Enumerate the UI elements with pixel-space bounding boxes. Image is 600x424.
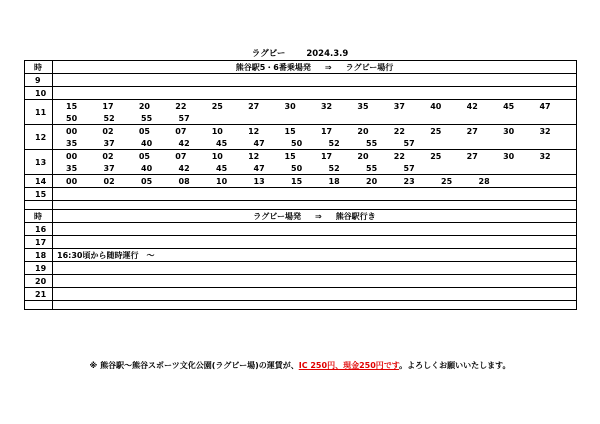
departure-minute: 35 xyxy=(66,163,78,173)
departure-minute: 00 xyxy=(66,176,78,186)
table-row xyxy=(25,87,577,100)
departure-minute: 50 xyxy=(291,163,303,173)
departure-minute: 37 xyxy=(103,138,115,148)
departure-minute: 37 xyxy=(103,163,115,173)
departure-minute: 20 xyxy=(366,176,378,186)
hour-cell: 20 xyxy=(25,275,53,288)
table-row-continued xyxy=(25,112,577,125)
departure-minute: 37 xyxy=(393,101,405,111)
departure-minute: 15 xyxy=(284,151,296,161)
departure-minute: 30 xyxy=(284,101,296,111)
departure-times xyxy=(53,114,576,123)
departure-minute: 25 xyxy=(441,176,453,186)
departure-minute: 00 xyxy=(66,151,78,161)
route-header xyxy=(53,61,577,74)
departure-minute: 05 xyxy=(141,176,153,186)
service-note-cell xyxy=(53,223,577,236)
departure-times xyxy=(53,139,576,148)
hour-header: 時 xyxy=(25,210,53,223)
times-cell xyxy=(53,162,577,175)
departure-minute: 50 xyxy=(291,138,303,148)
hour-cell: 21 xyxy=(25,288,53,301)
departure-minute: 12 xyxy=(248,151,260,161)
table-row xyxy=(25,74,577,87)
departure-times xyxy=(53,152,576,161)
times-cell xyxy=(53,112,577,125)
table-row xyxy=(25,262,577,275)
service-note-cell xyxy=(53,288,577,301)
departure-minute: 22 xyxy=(175,101,187,111)
service-note-cell xyxy=(53,275,577,288)
hour-cell: 15 xyxy=(25,188,53,201)
table-row-continued xyxy=(25,137,577,150)
route-header xyxy=(53,210,577,223)
departure-minute: 25 xyxy=(430,126,442,136)
hour-cell: 9 xyxy=(25,74,53,87)
spacer-cell xyxy=(25,301,53,310)
departure-minute: 20 xyxy=(138,101,150,111)
departure-minute: 15 xyxy=(66,101,78,111)
timetable xyxy=(24,60,577,310)
hour-cell: 16 xyxy=(25,223,53,236)
times-cell xyxy=(53,87,577,100)
table-row xyxy=(25,249,577,262)
service-note-cell xyxy=(53,236,577,249)
departure-minute: 27 xyxy=(466,126,478,136)
departure-minute: 10 xyxy=(211,126,223,136)
table-row-continued xyxy=(25,162,577,175)
table-row xyxy=(25,100,577,113)
service-note: 16:30頃から随時運行 ～ xyxy=(57,250,155,260)
departure-minute: 52 xyxy=(103,113,115,123)
times-cell xyxy=(53,137,577,150)
times-cell xyxy=(53,188,577,201)
departure-minute: 15 xyxy=(291,176,303,186)
departure-minute: 02 xyxy=(102,126,114,136)
departure-minute: 27 xyxy=(466,151,478,161)
departure-minute: 25 xyxy=(430,151,442,161)
departure-minute: 42 xyxy=(466,101,478,111)
departure-minute: 17 xyxy=(102,101,114,111)
departure-minute: 05 xyxy=(138,151,150,161)
departure-minute: 35 xyxy=(357,101,369,111)
route-from: ラグビー場発 xyxy=(253,211,301,221)
departure-minute: 32 xyxy=(539,151,551,161)
table-row xyxy=(25,188,577,201)
departure-minute: 02 xyxy=(103,176,115,186)
hour-cell: 13 xyxy=(25,150,53,175)
departure-minute: 17 xyxy=(320,151,333,161)
departure-minute: 30 xyxy=(503,151,515,161)
departure-minute: 55 xyxy=(366,163,378,173)
page-title xyxy=(0,47,600,59)
departure-times xyxy=(53,102,576,111)
spacer-cell xyxy=(53,301,577,310)
departure-times xyxy=(53,127,576,136)
table-row xyxy=(25,288,577,301)
departure-minute: 55 xyxy=(366,138,378,148)
hour-cell: 17 xyxy=(25,236,53,249)
departure-minute: 30 xyxy=(503,126,515,136)
departure-minute: 52 xyxy=(328,163,340,173)
table-row xyxy=(25,236,577,249)
departure-minute: 32 xyxy=(539,126,551,136)
fare-note-suffix: 。よろしくお願いいたします。 xyxy=(399,361,511,370)
departure-minute: 00 xyxy=(66,126,78,136)
title-date: 2024.3.9 xyxy=(306,49,349,59)
departure-minute: 17 xyxy=(320,126,333,136)
departure-minute: 15 xyxy=(284,126,296,136)
departure-minute: 47 xyxy=(253,138,265,148)
departure-minute: 07 xyxy=(175,126,187,136)
route-to: ラグビー場行 xyxy=(345,62,394,72)
departure-minute: 07 xyxy=(175,151,187,161)
times-cell xyxy=(53,175,577,188)
table2-header-row xyxy=(25,210,577,223)
hour-cell: 18 xyxy=(25,249,53,262)
table-spacer xyxy=(25,201,577,210)
departure-minute: 57 xyxy=(403,163,415,173)
departure-minute: 10 xyxy=(211,151,223,161)
departure-minute: 20 xyxy=(357,126,369,136)
departure-minute: 08 xyxy=(178,176,190,186)
departure-minute: 23 xyxy=(403,176,415,186)
table-row xyxy=(25,125,577,138)
departure-minute: 42 xyxy=(178,163,190,173)
departure-minute: 20 xyxy=(357,151,369,161)
departure-minute: 52 xyxy=(328,138,340,148)
route-to: 熊谷駅行き xyxy=(335,211,376,221)
departure-minute: 42 xyxy=(178,138,190,148)
departure-minute: 35 xyxy=(66,138,78,148)
hour-cell: 14 xyxy=(25,175,53,188)
spacer-cell xyxy=(25,201,53,210)
departure-times xyxy=(53,177,576,186)
departure-minute: 27 xyxy=(248,101,260,111)
departure-minute: 05 xyxy=(138,126,150,136)
times-cell xyxy=(53,125,577,138)
departure-minute: 28 xyxy=(478,176,490,186)
departure-minute: 57 xyxy=(178,113,190,123)
departure-minute: 45 xyxy=(216,163,228,173)
departure-minute: 45 xyxy=(503,101,515,111)
hour-cell: 10 xyxy=(25,87,53,100)
table-row xyxy=(25,150,577,163)
hour-cell: 11 xyxy=(25,100,53,125)
times-cell xyxy=(53,74,577,87)
departure-minute: 50 xyxy=(66,113,78,123)
table-spacer xyxy=(25,301,577,310)
times-cell xyxy=(53,100,577,113)
service-note-cell xyxy=(53,249,577,262)
departure-minute: 13 xyxy=(253,176,265,186)
table1-header-row xyxy=(25,61,577,74)
departure-minute: 40 xyxy=(141,163,153,173)
hour-cell: 12 xyxy=(25,125,53,150)
departure-minute: 45 xyxy=(216,138,228,148)
departure-times xyxy=(53,164,576,173)
hour-header: 時 xyxy=(25,61,53,74)
hour-cell: 19 xyxy=(25,262,53,275)
route-arrow: ⇒ xyxy=(324,62,332,72)
spacer-cell xyxy=(53,201,577,210)
service-note-cell xyxy=(53,262,577,275)
departure-minute: 47 xyxy=(253,163,265,173)
departure-minute: 40 xyxy=(430,101,442,111)
table-row xyxy=(25,275,577,288)
departure-minute: 22 xyxy=(393,126,405,136)
departure-minute: 47 xyxy=(539,101,551,111)
departure-minute: 18 xyxy=(328,176,340,186)
route-arrow: ⇒ xyxy=(314,211,322,221)
departure-minute: 32 xyxy=(320,101,333,111)
title-name: ラグビー xyxy=(251,49,286,59)
fare-note-prefix: ※ 熊谷駅～熊谷スポーツ文化公園(ラグビー場)の運賃が、 xyxy=(89,361,299,370)
times-cell xyxy=(53,150,577,163)
route-from: 熊谷駅5・6番乗場発 xyxy=(235,62,311,72)
departure-minute: 40 xyxy=(141,138,153,148)
departure-minute: 10 xyxy=(216,176,228,186)
departure-minute: 55 xyxy=(141,113,153,123)
departure-minute: 57 xyxy=(403,138,415,148)
departure-minute: 25 xyxy=(211,101,223,111)
departure-minute: 02 xyxy=(102,151,114,161)
fare-note-highlight: IC 250円、現金250円です xyxy=(298,361,400,370)
departure-minute: 22 xyxy=(393,151,405,161)
table-row xyxy=(25,175,577,188)
departure-minute: 12 xyxy=(248,126,260,136)
fare-note xyxy=(0,360,600,371)
table-row xyxy=(25,223,577,236)
